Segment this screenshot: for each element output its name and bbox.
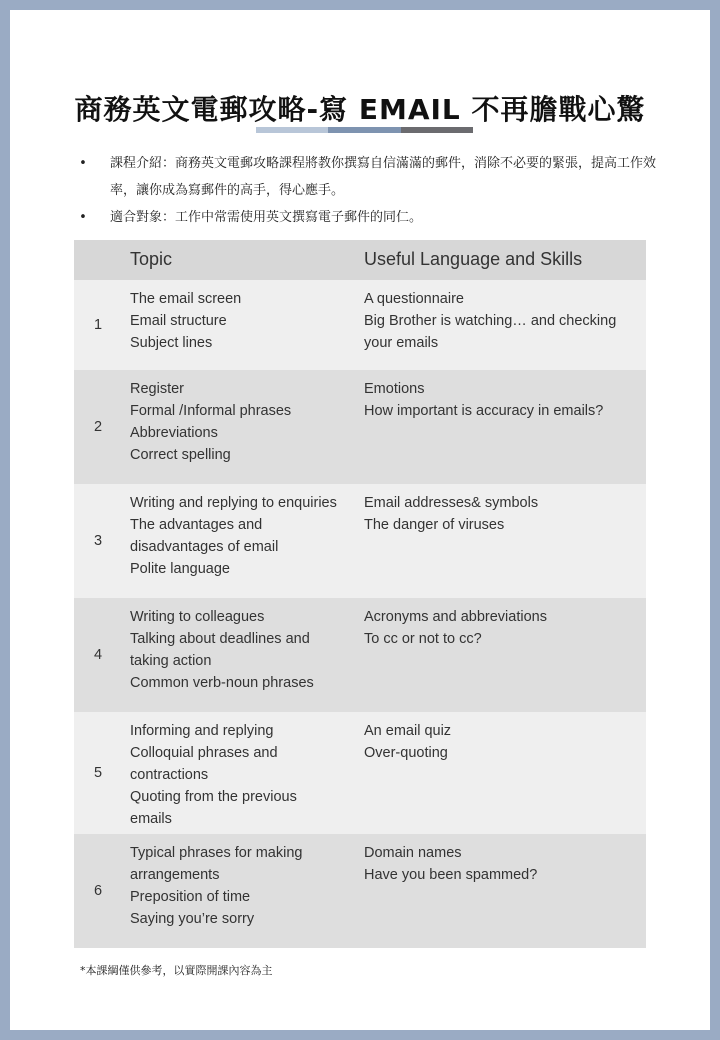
table-row <box>74 712 646 834</box>
row-number: 2 <box>93 419 103 435</box>
topic-line: The email screen <box>130 291 242 307</box>
topic-line: The advantages and <box>130 517 263 533</box>
topic-line: Common verb-noun phrases <box>130 675 314 691</box>
header-skills: Useful Language and Skills <box>364 249 583 269</box>
table-row <box>74 280 646 370</box>
topic-cell <box>130 288 358 354</box>
row-number: 6 <box>93 883 103 899</box>
topic-line: Informing and replying <box>130 723 274 739</box>
row-number: 5 <box>93 765 103 781</box>
table-row <box>74 598 646 712</box>
skills-cell <box>364 492 640 536</box>
topic-line: Abbreviations <box>130 425 218 441</box>
skills-line: Have you been spammed? <box>364 867 538 883</box>
topic-line: Writing to colleagues <box>130 609 265 625</box>
row-number: 3 <box>93 533 103 549</box>
topic-line: emails <box>130 811 172 827</box>
skills-line: A questionnaire <box>364 291 464 307</box>
table-row <box>74 834 646 948</box>
accent-segment-1 <box>256 127 328 133</box>
accent-segment-2 <box>328 127 401 133</box>
topic-cell <box>130 842 358 930</box>
skills-line: Over-quoting <box>364 745 448 761</box>
skills-line: To cc or not to cc? <box>364 631 482 647</box>
topic-line: arrangements <box>130 867 220 883</box>
bullet-item-audience <box>78 204 668 231</box>
topic-line: Email structure <box>130 313 227 329</box>
topic-cell <box>130 492 358 580</box>
topic-line: Correct spelling <box>130 447 231 463</box>
row-number: 1 <box>93 317 103 333</box>
footnote: *本課綱僅供參考，以實際開課內容為主 <box>80 964 273 977</box>
bullet-dot-icon: • <box>79 156 87 171</box>
skills-line: Acronyms and abbreviations <box>364 609 547 625</box>
topic-line: Writing and replying to enquiries <box>130 495 337 511</box>
topic-line: Preposition of time <box>130 889 251 905</box>
topic-line: Talking about deadlines and <box>130 631 310 647</box>
topic-line: Formal /Informal phrases <box>130 403 292 419</box>
skills-line: your emails <box>364 335 439 351</box>
document-page <box>10 10 710 1030</box>
table-header <box>74 240 646 280</box>
topic-line: disadvantages of email <box>130 539 279 555</box>
topic-line: contractions <box>130 767 209 783</box>
topic-cell <box>130 720 358 830</box>
skills-line: How important is accuracy in emails? <box>364 403 604 419</box>
topic-line: Register <box>130 381 184 397</box>
topic-line: Polite language <box>130 561 230 577</box>
topic-cell <box>130 378 358 466</box>
skills-line: The danger of viruses <box>364 517 505 533</box>
accent-segment-3 <box>401 127 473 133</box>
header-topic: Topic <box>130 249 173 269</box>
skills-line: Domain names <box>364 845 462 861</box>
row-number: 4 <box>93 647 103 663</box>
skills-line: An email quiz <box>364 723 452 739</box>
syllabus-table <box>74 240 646 948</box>
skills-line: Big Brother is watching… and checking <box>364 313 617 329</box>
course-intro-text: 課程介紹：商務英文電郵攻略課程將教你撰寫自信滿滿的郵件，消除不必要的緊張，提高工作效率，讓你成為寫郵件的高手，得心應手。 <box>110 156 657 198</box>
skills-cell <box>364 378 640 422</box>
topic-line: Subject lines <box>130 335 213 351</box>
bullet-item-intro <box>78 150 668 204</box>
skills-line: Email addresses& symbols <box>364 495 539 511</box>
bullet-dot-icon: • <box>79 210 87 225</box>
skills-cell <box>364 720 640 764</box>
skills-cell <box>364 288 640 354</box>
topic-line: Quoting from the previous <box>130 789 297 805</box>
topic-line: Typical phrases for making <box>130 845 303 861</box>
intro-bullets <box>78 150 668 231</box>
topic-line: Saying you’re sorry <box>130 911 255 927</box>
table-body <box>74 280 646 948</box>
table-row <box>74 484 646 598</box>
target-audience-text: 適合對象：工作中常需使用英文撰寫電子郵件的同仁。 <box>110 210 423 225</box>
page-title: 商務英文電郵攻略-寫 EMAIL 不再膽戰心驚 <box>74 93 646 126</box>
skills-cell <box>364 842 640 886</box>
skills-cell <box>364 606 640 650</box>
title-accent-bar <box>256 127 473 133</box>
topic-cell <box>130 606 358 694</box>
topic-line: taking action <box>130 653 212 669</box>
skills-line: Emotions <box>364 381 425 397</box>
table-row <box>74 370 646 484</box>
topic-line: Colloquial phrases and <box>130 745 278 761</box>
